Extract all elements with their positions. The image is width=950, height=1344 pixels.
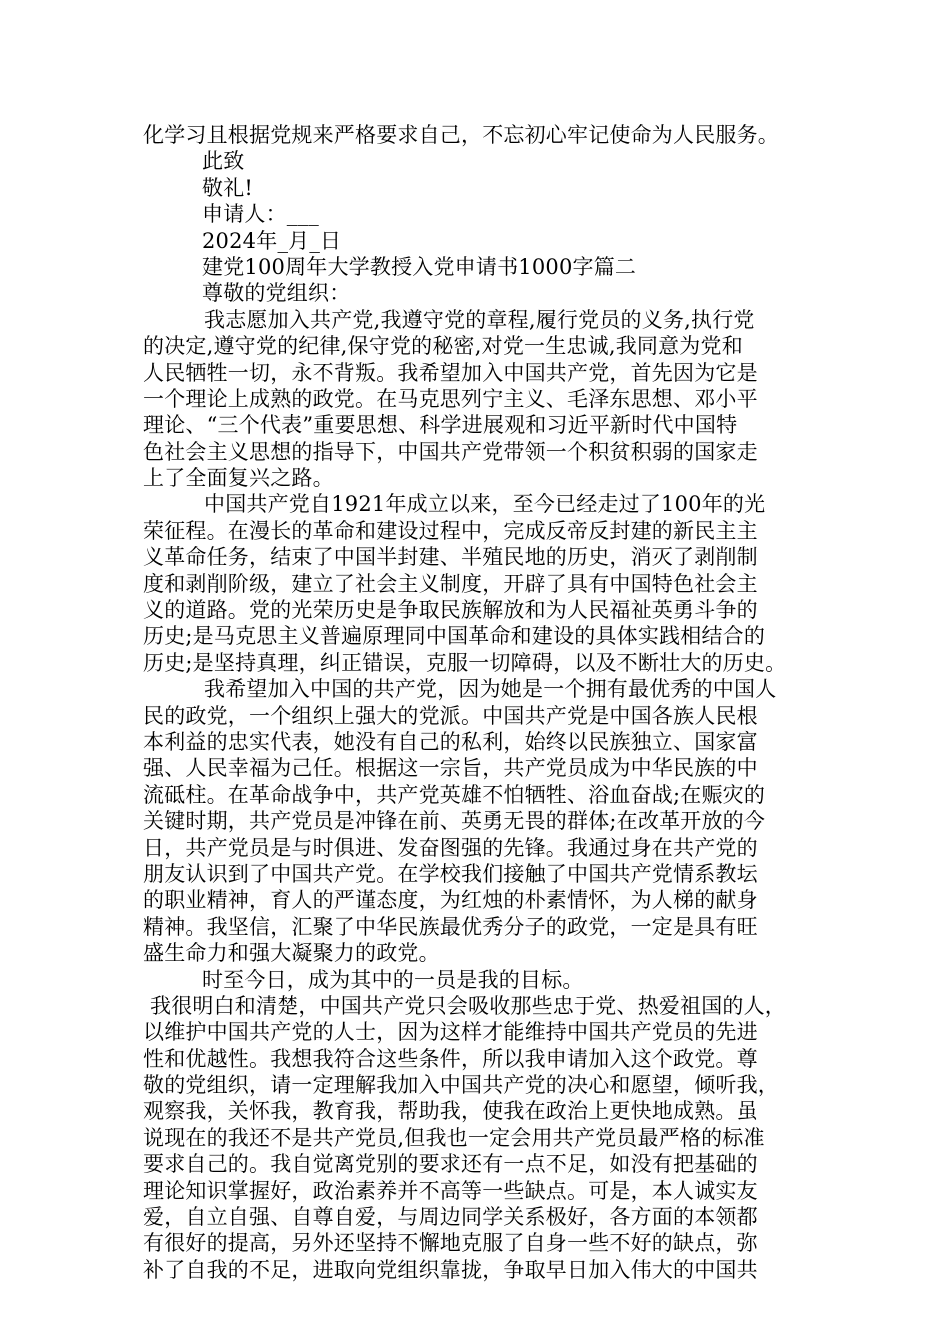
text-line: 性和优越性。我想我符合这些条件，所以我申请加入这个政党。尊 xyxy=(143,1046,758,1071)
text-line: 观察我，关怀我，教育我，帮助我，使我在政治上更快地成熟。虽 xyxy=(143,1099,758,1124)
text-line: 历史;是马克思主义普遍原理同中国革命和建设的具体实践相结合的 xyxy=(143,624,766,649)
text-line: 的职业精神，育人的严谨态度，为红烛的朴素情怀，为人梯的献身 xyxy=(143,888,758,913)
text-line: 上了全面复兴之路。 xyxy=(143,466,334,491)
applicant-signature-line: 申请人：___ xyxy=(202,202,319,227)
text-line: 说现在的我还不是共产党员,但我也一定会用共产党员最严格的标准 xyxy=(143,1125,765,1150)
paragraph-start: 中国共产党自1921年成立以来，至今已经走过了100年的光 xyxy=(204,492,766,517)
text-line: 强、人民幸福为己任。根据这一宗旨，共产党员成为中华民族的中 xyxy=(143,756,758,781)
text-line: 敬的党组织，请一定理解我加入中国共产党的决心和愿望，倾听我， xyxy=(143,1073,779,1098)
section-heading: 建党100周年大学教授入党申请书1000字篇二 xyxy=(202,254,637,279)
text-line: 的决定,遵守党的纪律,保守党的秘密,对党一生忠诚,我同意为党和 xyxy=(143,334,743,359)
text-line: 化学习且根据党规来严格要求自己，不忘初心牢记使命为人民服务。 xyxy=(143,123,779,147)
text-line: 关键时期，共产党员是冲锋在前、英勇无畏的群体;在改革开放的今 xyxy=(143,809,766,834)
text-line: 人民牺牲一切，永不背叛。我希望加入中国共产党，首先因为它是 xyxy=(143,360,758,385)
text-line: 色社会主义思想的指导下，中国共产党带领一个积贫积弱的国家走 xyxy=(143,439,758,464)
text-line: 度和剥削阶级，建立了社会主义制度，开辟了具有中国特色社会主 xyxy=(143,571,758,596)
text-line: 理论知识掌握好，政治素养并不高等一些缺点。可是，本人诚实友 xyxy=(143,1178,758,1203)
text-line: 历史;是坚持真理，纠正错误，克服一切障碍，以及不断壮大的历史。 xyxy=(143,650,787,675)
text-line: 精神。我坚信，汇聚了中华民族最优秀分子的政党，一定是具有旺 xyxy=(143,914,758,939)
paragraph-start: 时至今日，成为其中的一员是我的目标。 xyxy=(202,967,584,992)
text-line: 爱，自立自强、自尊自爱，与周边同学关系极好，各方面的本领都 xyxy=(143,1205,758,1230)
closing-regards: 敬礼! xyxy=(202,175,254,200)
text-line: 流砥柱。在革命战争中，共产党英雄不怕牺牲、浴血奋战;在赈灾的 xyxy=(143,782,766,807)
document-body xyxy=(143,122,815,1283)
paragraph-start: 我志愿加入共产党,我遵守党的章程,履行党员的义务,执行党 xyxy=(204,307,755,332)
text-line: 义的道路。党的光荣历史是争取民族解放和为人民福祉英勇斗争的 xyxy=(143,598,758,623)
text-line: 朋友认识到了中国共产党。在学校我们接触了中国共产党情系教坛 xyxy=(143,861,758,886)
text-line: 要求自己的。我自觉离党别的要求还有一点不足，如没有把基础的 xyxy=(143,1152,758,1177)
text-line: 荣征程。在漫长的革命和建设过程中，完成反帝反封建的新民主主 xyxy=(143,518,758,543)
text-line: 有很好的提高，另外还坚持不懈地克服了自身一些不好的缺点，弥 xyxy=(143,1231,758,1256)
text-line: 民的政党，一个组织上强大的党派。中国共产党是中国各族人民根 xyxy=(143,703,758,728)
text-line: 义革命任务，结束了中国半封建、半殖民地的历史，消灭了剥削制 xyxy=(143,545,758,570)
text-line: 本利益的忠实代表，她没有自己的私利，始终以民族独立、国家富 xyxy=(143,729,758,754)
text-line: 盛生命力和强大凝聚力的政党。 xyxy=(143,941,440,966)
paragraph-start: 我很明白和清楚，中国共产党只会吸收那些忠于党、热爱祖国的人， xyxy=(150,993,786,1018)
paragraph-start: 我希望加入中国的共产党，因为她是一个拥有最优秀的中国人 xyxy=(204,677,777,702)
greeting-line: 尊敬的党组织： xyxy=(202,281,351,306)
text-line: 日，共产党员是与时俱进、发奋图强的先锋。我通过身在共产党的 xyxy=(143,835,758,860)
text-line: 理论、“三个代表”重要思想、科学进展观和习近平新时代中国特 xyxy=(143,413,738,438)
date-line: 2024年_月_日 xyxy=(202,228,342,253)
text-line: 一个理论上成熟的政党。在马克思列宁主义、毛泽东思想、邓小平 xyxy=(143,386,758,411)
text-line: 补了自我的不足，进取向党组织靠拢，争取早日加入伟大的中国共 xyxy=(143,1257,758,1282)
text-line: 以维护中国共产党的人士，因为这样才能维持中国共产党员的先进 xyxy=(143,1020,758,1045)
closing-salutation: 此致 xyxy=(202,149,245,174)
